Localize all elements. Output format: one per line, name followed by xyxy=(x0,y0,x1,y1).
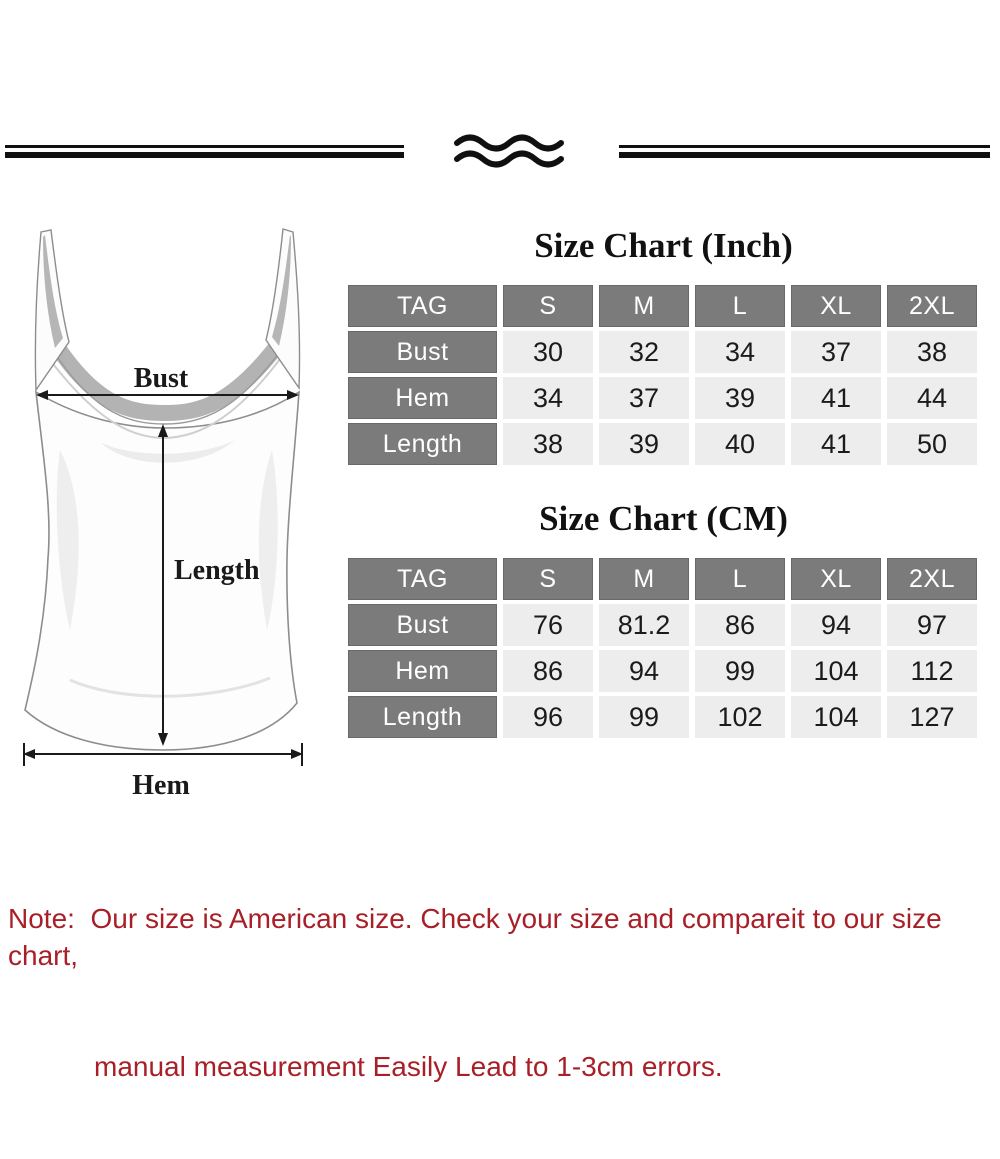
size-value-cell: 32 xyxy=(599,331,689,373)
size-value-cell: 81.2 xyxy=(599,604,689,646)
size-value-cell: 39 xyxy=(695,377,785,419)
note-line-1: Note: Our size is American size. Check your size and compareit to our size chart, xyxy=(8,903,950,971)
note-line-2: manual measurement Easily Lead to 1-3cm errors. xyxy=(94,1051,723,1082)
inch-size-table xyxy=(348,285,979,465)
size-value-cell: 38 xyxy=(887,331,977,373)
hem-label: Hem xyxy=(132,770,190,801)
size-value-cell: 97 xyxy=(887,604,977,646)
size-value-cell: 96 xyxy=(503,696,593,738)
size-value-cell: 40 xyxy=(695,423,785,465)
size-value-cell: 41 xyxy=(791,423,881,465)
size-value-cell: 44 xyxy=(887,377,977,419)
divider-line-right xyxy=(619,145,990,158)
column-header: XL xyxy=(791,285,881,327)
column-header: 2XL xyxy=(887,285,977,327)
bust-label: Bust xyxy=(133,363,189,394)
size-value-cell: 127 xyxy=(887,696,977,738)
size-value-cell: 37 xyxy=(599,377,689,419)
row-label: Length xyxy=(348,423,497,465)
size-value-cell: 50 xyxy=(887,423,977,465)
column-header: 2XL xyxy=(887,558,977,600)
size-value-cell: 102 xyxy=(695,696,785,738)
size-value-cell: 30 xyxy=(503,331,593,373)
row-label: Bust xyxy=(348,331,497,373)
tanktop-illustration xyxy=(0,210,345,810)
size-note xyxy=(8,826,992,1159)
wave-divider-icon xyxy=(451,131,569,171)
column-header: S xyxy=(503,285,593,327)
size-value-cell: 94 xyxy=(791,604,881,646)
size-value-cell: 86 xyxy=(695,604,785,646)
column-header: L xyxy=(695,285,785,327)
size-value-cell: 86 xyxy=(503,650,593,692)
size-value-cell: 94 xyxy=(599,650,689,692)
column-header: M xyxy=(599,558,689,600)
inch-chart-title: Size Chart (Inch) xyxy=(534,226,793,265)
size-value-cell: 76 xyxy=(503,604,593,646)
size-value-cell: 34 xyxy=(695,331,785,373)
size-value-cell: 38 xyxy=(503,423,593,465)
size-value-cell: 41 xyxy=(791,377,881,419)
row-label: Bust xyxy=(348,604,497,646)
size-value-cell: 34 xyxy=(503,377,593,419)
column-header: S xyxy=(503,558,593,600)
column-header: XL xyxy=(791,558,881,600)
cm-size-table xyxy=(348,558,979,738)
size-value-cell: 104 xyxy=(791,696,881,738)
row-label: Hem xyxy=(348,650,497,692)
column-header: TAG xyxy=(348,558,497,600)
column-header: L xyxy=(695,558,785,600)
column-header: M xyxy=(599,285,689,327)
divider-line-left xyxy=(5,145,404,158)
size-value-cell: 104 xyxy=(791,650,881,692)
size-value-cell: 37 xyxy=(791,331,881,373)
length-label: Length xyxy=(174,555,260,586)
row-label: Hem xyxy=(348,377,497,419)
size-value-cell: 112 xyxy=(887,650,977,692)
size-value-cell: 99 xyxy=(599,696,689,738)
size-value-cell: 39 xyxy=(599,423,689,465)
cm-chart-title: Size Chart (CM) xyxy=(539,499,788,538)
size-value-cell: 99 xyxy=(695,650,785,692)
row-label: Length xyxy=(348,696,497,738)
column-header: TAG xyxy=(348,285,497,327)
